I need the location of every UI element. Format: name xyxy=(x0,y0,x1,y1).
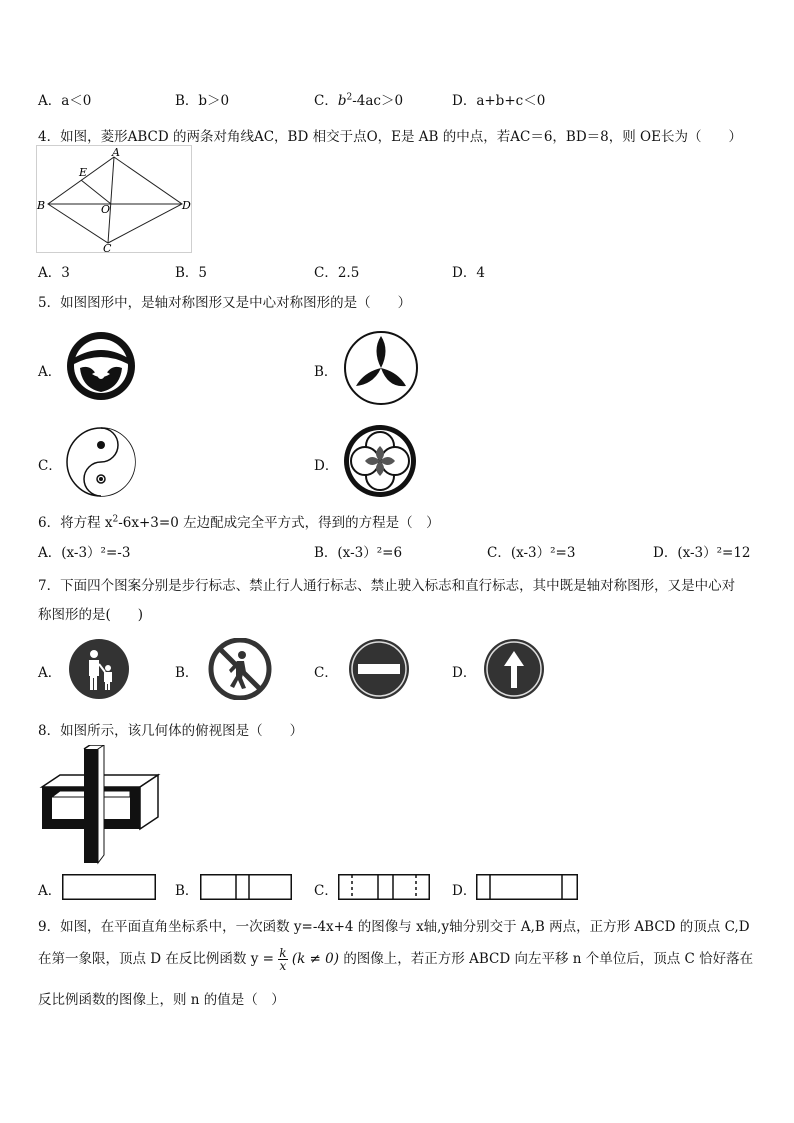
q9-line2 xyxy=(38,946,753,972)
q9-fraction-denominator: x xyxy=(279,959,287,973)
q8-option-b-letter: B． xyxy=(175,883,199,899)
q8-stem: 8．如图所示，该几何体的俯视图是（ ） xyxy=(38,723,304,739)
q3-option-c xyxy=(314,89,403,109)
q4-label-d: D xyxy=(182,199,191,212)
q9-line2-pre: 在第一象限，顶点 D 在反比例函数 y = xyxy=(38,951,274,967)
q3-option-a: A．a＜0 xyxy=(38,93,92,109)
q4-option-c: C．2.5 xyxy=(314,265,360,281)
q3-option-b: B．b＞0 xyxy=(175,93,230,109)
q4-label-b: B xyxy=(37,199,46,212)
q5-option-d-four-petal-icon xyxy=(340,422,420,500)
q7-option-a-pedestrian-sign-icon xyxy=(67,638,131,700)
q3-option-c-b: b xyxy=(337,93,347,109)
q6-option-c: C．(x-3）²=3 xyxy=(487,545,576,561)
q5-option-c-letter: C． xyxy=(38,458,62,474)
q4-option-b: B．5 xyxy=(175,265,208,281)
q3-option-c-rest: -4ac＞0 xyxy=(352,93,404,109)
q7-option-c-no-entry-sign-icon xyxy=(347,638,411,700)
q4-option-d: D．4 xyxy=(452,265,485,281)
q3-option-c-prefix: C． xyxy=(314,93,338,109)
q8-solid-figure xyxy=(38,745,162,865)
q7-option-a-letter: A． xyxy=(38,665,62,681)
q7-option-b-no-pedestrian-sign-icon xyxy=(208,638,272,700)
q9-fraction-numerator: k xyxy=(279,946,287,960)
q9-condition: (k ≠ 0) xyxy=(291,951,340,967)
q7-option-d-letter: D． xyxy=(452,665,477,681)
q4-label-e: E xyxy=(79,166,88,179)
q4-label-c: C xyxy=(103,242,112,253)
q8-option-c-letter: C． xyxy=(314,883,338,899)
q5-option-b-three-petal-icon xyxy=(340,328,422,408)
q9-line3: 反比例函数的图像上，则 n 的值是（ ） xyxy=(38,992,285,1008)
q5-option-d-letter: D． xyxy=(314,458,339,474)
q5-option-a-letter: A． xyxy=(38,364,62,380)
q8-option-d-letter: D． xyxy=(452,883,477,899)
q6-stem xyxy=(38,511,440,531)
q4-rhombus-figure xyxy=(36,145,192,253)
q5-stem: 5．如图图形中，是轴对称图形又是中心对称图形的是（ ） xyxy=(38,295,412,311)
q4-stem: 4．如图，菱形ABCD 的两条对角线AC，BD 相交于点O，E是 AB 的中点，若AC＝6，BD＝8，则 OE长为（ ） xyxy=(38,129,742,145)
q8-option-a-view xyxy=(62,874,156,900)
q9-fraction xyxy=(278,947,287,972)
q4-option-a: A．3 xyxy=(38,265,70,281)
q8-option-b-view xyxy=(200,874,292,900)
q6-option-b: B．(x-3）²=6 xyxy=(314,545,403,561)
q6-option-d: D．(x-3）²=12 xyxy=(653,545,751,561)
q5-option-b-letter: B． xyxy=(314,364,338,380)
q5-option-a-emblem-icon xyxy=(62,328,140,404)
q8-option-c-view xyxy=(338,874,430,900)
q7-stem-line2: 称图形的是( ) xyxy=(38,607,144,623)
q6-option-a: A．(x-3）²=-3 xyxy=(38,545,131,561)
q8-option-a-letter: A． xyxy=(38,883,62,899)
q6-stem-sup: 2 xyxy=(112,514,119,525)
q4-label-a: A xyxy=(112,146,120,159)
q3-option-d: D．a+b+c＜0 xyxy=(452,93,546,109)
q5-option-c-yinyang-icon xyxy=(62,424,140,500)
q4-label-o: O xyxy=(101,203,111,216)
q7-option-c-letter: C． xyxy=(314,665,338,681)
q7-option-d-straight-ahead-sign-icon xyxy=(482,638,546,700)
q9-line2-post: 的图像上，若正方形 ABCD 向左平移 n 个单位后，顶点 C 恰好落在 xyxy=(343,951,754,967)
q3-option-c-sup: 2 xyxy=(346,92,353,103)
q9-line1: 9．如图，在平面直角坐标系中，一次函数 y=-4x+4 的图像与 x轴,y轴分别交于 A,B 两点，正方形 ABCD 的顶点 C,D xyxy=(38,919,750,935)
q6-stem-pre: 6．将方程 x xyxy=(38,515,113,531)
q6-stem-post: -6x+3=0 左边配成完全平方式，得到的方程是（ ） xyxy=(118,515,440,531)
q8-option-d-view xyxy=(476,874,578,900)
q7-stem-line1: 7．下面四个图案分别是步行标志、禁止行人通行标志、禁止驶入标志和直行标志，其中既是轴对称图形，又是中心对 xyxy=(38,578,736,594)
q7-option-b-letter: B． xyxy=(175,665,199,681)
